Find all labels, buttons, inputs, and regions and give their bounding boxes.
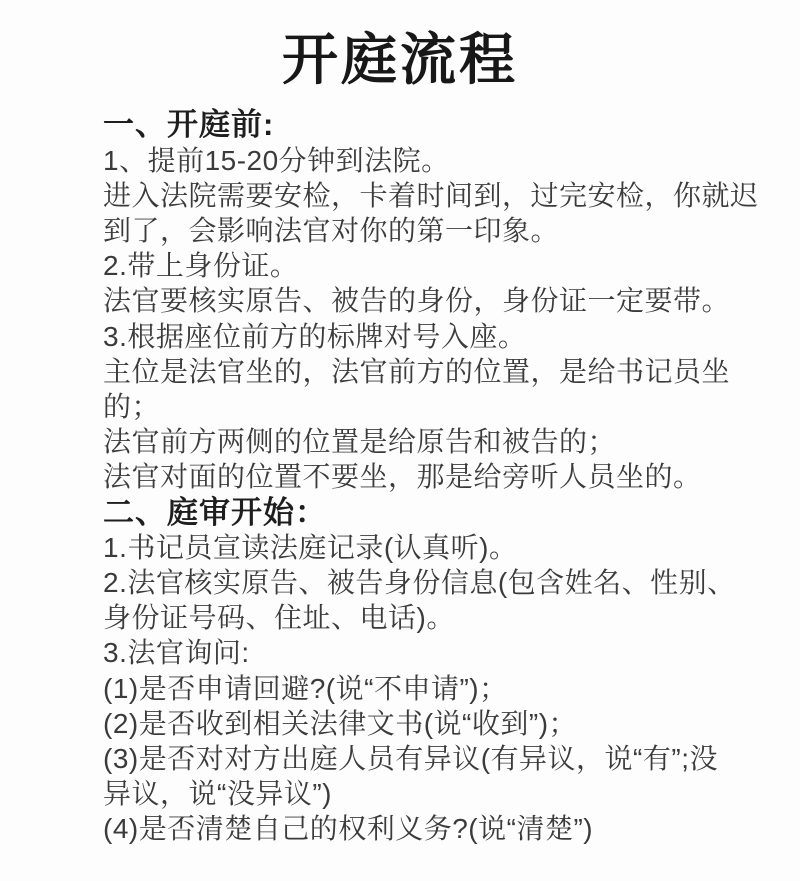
text-line: 2.带上身份证。	[103, 250, 299, 282]
text-line: (4)是否清楚自己的权利义务?(说“清楚”)	[103, 813, 594, 845]
text-line: 1、提前15-20分钟到法院。	[103, 144, 450, 176]
document-body	[103, 107, 759, 846]
text-line: 1.书记员宣读法庭记录(认真听)。	[103, 531, 518, 563]
text-line: 异议，说“没异议”)	[103, 778, 332, 810]
text-line: 的；	[103, 391, 161, 423]
text-line: 主位是法官坐的，法官前方的位置，是给书记员坐	[103, 355, 731, 387]
text-line: 3.法官询问:	[103, 637, 250, 669]
section-heading-before-hearing: 一、开庭前:	[103, 107, 275, 143]
text-line: (3)是否对对方出庭人员有异议(有异议，说“有”;没	[103, 743, 718, 775]
text-line: 3.根据座位前方的标牌对号入座。	[103, 320, 527, 352]
text-line: 身份证号码、住址、电话)。	[103, 602, 455, 634]
document-title: 开庭流程	[282, 28, 518, 91]
text-line: 进入法院需要安检，卡着时间到，过完安检，你就迟	[103, 179, 759, 211]
text-line: 法官前方两侧的位置是给原告和被告的；	[103, 426, 617, 458]
section-heading-hearing-start: 二、庭审开始：	[103, 494, 327, 530]
text-line: 到了，会影响法官对你的第一印象。	[103, 215, 560, 246]
text-line: (2)是否收到相关法律文书(说“收到”)；	[103, 707, 578, 739]
text-line: 法官对面的位置不要坐，那是给旁听人员坐的。	[103, 461, 702, 493]
text-line: 2.法官核实原告、被告身份信息(包含姓名、性别、	[103, 567, 736, 599]
text-line: 法官要核实原告、被告的身份，身份证一定要带。	[103, 285, 731, 317]
text-line: (1)是否申请回避?(说“不申请”)；	[103, 672, 508, 704]
